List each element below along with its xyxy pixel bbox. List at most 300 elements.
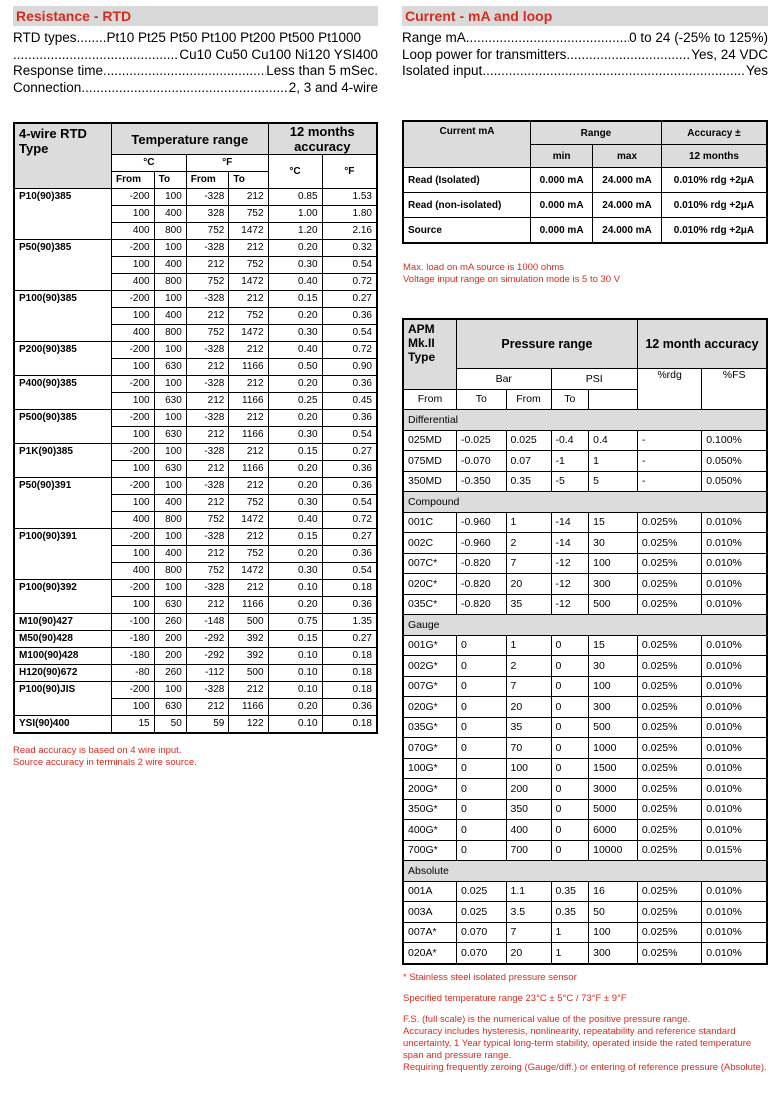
- table-cell: 800: [154, 223, 186, 240]
- table-cell: 100: [154, 189, 186, 206]
- group-label: Differential: [403, 410, 767, 431]
- table-cell: 1: [551, 922, 589, 943]
- table-cell: -328: [186, 291, 229, 308]
- col-header-to: To: [551, 389, 589, 410]
- table-cell: -0.350: [457, 471, 507, 492]
- table-row: [403, 193, 767, 218]
- col-header-fs: %FS: [702, 369, 767, 410]
- table-row: [403, 717, 767, 738]
- table-cell: 0.025%: [637, 738, 701, 759]
- table-cell: 630: [154, 427, 186, 444]
- table-cell: 752: [229, 546, 268, 563]
- table-cell: 0.27: [322, 291, 377, 308]
- table-row: [14, 444, 377, 461]
- table-cell: 1: [551, 943, 589, 964]
- table-row: [14, 410, 377, 427]
- model-cell: 020G*: [403, 697, 457, 718]
- table-cell: 400: [112, 563, 155, 580]
- table-cell: -292: [186, 631, 229, 648]
- spec-row: [13, 80, 378, 97]
- row-label: Source: [403, 218, 531, 244]
- table-cell: 0.30: [268, 257, 322, 274]
- table-row: [403, 656, 767, 677]
- spec-label: Connection: [13, 79, 82, 95]
- table-cell: 212: [186, 461, 229, 478]
- spec-row: [402, 47, 768, 64]
- table-cell: 0: [551, 758, 589, 779]
- table-cell: 0.54: [322, 325, 377, 342]
- spec-value: 2, 3 and 4-wire: [288, 79, 378, 95]
- table-cell: -200: [112, 478, 155, 495]
- spec-label: Response time: [13, 63, 104, 78]
- table-cell: -0.960: [457, 512, 507, 533]
- table-cell: -328: [186, 342, 229, 359]
- group-row: [403, 410, 767, 431]
- spec-value: 0 to 24 (-25% to 125%): [629, 30, 768, 45]
- table-cell: 1166: [229, 427, 268, 444]
- table-cell: 0.20: [268, 240, 322, 257]
- group-label: Gauge: [403, 615, 767, 636]
- model-cell: 700G*: [403, 840, 457, 861]
- table-row: [403, 922, 767, 943]
- table-cell: -328: [186, 682, 229, 699]
- table-cell: 630: [154, 597, 186, 614]
- model-cell: 002G*: [403, 656, 457, 677]
- rtd-notes: [13, 745, 378, 769]
- table-cell: 0.35: [551, 902, 589, 923]
- table-cell: 1: [589, 451, 638, 472]
- table-cell: 212: [229, 580, 268, 597]
- spec-value: Yes, 24 VDC: [691, 46, 768, 62]
- rtd-spec-section: [13, 6, 378, 96]
- table-cell: 0: [551, 656, 589, 677]
- table-row: [403, 779, 767, 800]
- table-cell: 0: [457, 676, 507, 697]
- model-cell: 001G*: [403, 635, 457, 656]
- table-cell: 0.025%: [637, 922, 701, 943]
- table-cell: -0.820: [457, 594, 507, 615]
- table-cell: 30: [589, 533, 638, 554]
- table-row: [14, 189, 377, 206]
- model-cell: 035C*: [403, 594, 457, 615]
- table-cell: 100: [112, 597, 155, 614]
- table-cell: -328: [186, 529, 229, 546]
- table-cell: 200: [506, 779, 551, 800]
- spec-value: Yes: [745, 63, 768, 78]
- table-cell: 0.010%: [702, 533, 767, 554]
- table-cell: 1472: [229, 223, 268, 240]
- col-header-type: 4-wire RTD Type: [14, 123, 112, 189]
- table-cell: -14: [551, 533, 589, 554]
- table-cell: 16: [589, 881, 638, 902]
- col-header-temp-range: Temperature range: [112, 123, 269, 155]
- table-cell: 1472: [229, 512, 268, 529]
- table-row: [403, 902, 767, 923]
- spec-value: Less than 5 mSec.: [266, 63, 378, 78]
- col-header-min: min: [531, 145, 593, 168]
- rtd-type: P100(90)385: [14, 291, 112, 342]
- table-cell: 0.010%: [702, 820, 767, 841]
- table-cell: 100: [112, 461, 155, 478]
- table-cell: 0: [551, 738, 589, 759]
- table-cell: 100: [112, 427, 155, 444]
- table-row: [403, 820, 767, 841]
- table-cell: 0.10: [268, 580, 322, 597]
- table-cell: 0.30: [268, 325, 322, 342]
- table-cell: 0.025%: [637, 594, 701, 615]
- col-header-from: From: [403, 389, 457, 410]
- table-cell: 20: [506, 574, 551, 595]
- col-header-to: To: [229, 172, 268, 189]
- table-cell: -0.820: [457, 574, 507, 595]
- table-row: [403, 840, 767, 861]
- col-header-acc-fahrenheit: °F: [322, 155, 377, 189]
- table-cell: 35: [506, 594, 551, 615]
- table-cell: -200: [112, 444, 155, 461]
- table-cell: 0.54: [322, 427, 377, 444]
- spec-value: Pt10 Pt25 Pt50 Pt100 Pt200 Pt500 Pt1000: [106, 30, 361, 45]
- col-header-from: From: [186, 172, 229, 189]
- table-cell: 100: [154, 580, 186, 597]
- table-cell: 5000: [589, 799, 638, 820]
- table-cell: 0.20: [268, 461, 322, 478]
- model-cell: 002C: [403, 533, 457, 554]
- table-cell: 0.30: [268, 427, 322, 444]
- table-cell: 752: [229, 495, 268, 512]
- model-cell: 200G*: [403, 779, 457, 800]
- table-cell: -12: [551, 594, 589, 615]
- table-cell: 0.025%: [637, 943, 701, 964]
- table-cell: 1.00: [268, 206, 322, 223]
- spec-row: [402, 63, 768, 80]
- table-cell: 0: [457, 840, 507, 861]
- rtd-type: P100(90)JIS: [14, 682, 112, 716]
- table-row: [403, 218, 767, 244]
- spec-label: Isolated input: [402, 63, 483, 78]
- table-cell: -0.025: [457, 430, 507, 451]
- table-cell: -: [637, 430, 701, 451]
- table-cell: 400: [112, 223, 155, 240]
- table-cell: -200: [112, 580, 155, 597]
- table-cell: 0.010%: [702, 799, 767, 820]
- table-cell: 100: [112, 257, 155, 274]
- table-cell: 1500: [589, 758, 638, 779]
- table-cell: 800: [154, 512, 186, 529]
- table-row: [403, 635, 767, 656]
- table-cell: 0.010%: [702, 676, 767, 697]
- rtd-type: P10(90)385: [14, 189, 112, 240]
- table-cell: 1.80: [322, 206, 377, 223]
- table-cell: 0.27: [322, 529, 377, 546]
- table-cell: 2: [506, 533, 551, 554]
- table-cell: 0.45: [322, 393, 377, 410]
- table-cell: 0: [457, 758, 507, 779]
- table-cell: 700: [506, 840, 551, 861]
- table-cell: -12: [551, 574, 589, 595]
- table-cell: 1166: [229, 461, 268, 478]
- table-cell: 100: [154, 478, 186, 495]
- table-cell: 100: [154, 376, 186, 393]
- model-cell: 400G*: [403, 820, 457, 841]
- table-cell: 0.025%: [637, 635, 701, 656]
- table-cell: 400: [154, 257, 186, 274]
- table-cell: 0.35: [551, 881, 589, 902]
- table-cell: -0.070: [457, 451, 507, 472]
- table-cell: 7: [506, 553, 551, 574]
- table-cell: 630: [154, 359, 186, 376]
- table-cell: 1472: [229, 325, 268, 342]
- table-cell: -112: [186, 665, 229, 682]
- table-cell: 500: [229, 665, 268, 682]
- table-cell: 0.75: [268, 614, 322, 631]
- table-row: [14, 342, 377, 359]
- table-cell: 212: [229, 682, 268, 699]
- table-cell: -328: [186, 410, 229, 427]
- spec-label: Range mA: [402, 30, 466, 45]
- table-cell: 1166: [229, 597, 268, 614]
- table-cell: 0.010%: [702, 553, 767, 574]
- ma-section-title: Current - mA and loop: [402, 6, 768, 26]
- table-cell: 0.015%: [702, 840, 767, 861]
- table-cell: 0.025%: [637, 553, 701, 574]
- col-header-from: From: [112, 172, 155, 189]
- table-cell: 0.025%: [637, 574, 701, 595]
- table-row: [403, 553, 767, 574]
- table-cell: 752: [229, 206, 268, 223]
- table-cell: 350: [506, 799, 551, 820]
- table-cell: 1166: [229, 359, 268, 376]
- table-cell: 0: [551, 840, 589, 861]
- table-cell: 212: [229, 376, 268, 393]
- rtd-type: P100(90)391: [14, 529, 112, 580]
- table-cell: 328: [186, 206, 229, 223]
- table-cell: -: [637, 471, 701, 492]
- table-cell: -328: [186, 240, 229, 257]
- group-label: Compound: [403, 492, 767, 513]
- table-row: [403, 533, 767, 554]
- table-cell: 100: [589, 553, 638, 574]
- rtd-section-title: Resistance - RTD: [13, 6, 378, 26]
- table-cell: 400: [154, 308, 186, 325]
- table-cell: 400: [154, 546, 186, 563]
- table-cell: 0.72: [322, 274, 377, 291]
- col-header-to: To: [457, 389, 507, 410]
- table-cell: -5: [551, 471, 589, 492]
- table-cell: 0.27: [322, 444, 377, 461]
- table-row: [403, 758, 767, 779]
- col-header-fahrenheit: °F: [186, 155, 268, 172]
- table-cell: 100: [589, 922, 638, 943]
- cell-max: 24.000 mA: [593, 218, 662, 244]
- table-cell: 0.25: [268, 393, 322, 410]
- table-cell: 0.90: [322, 359, 377, 376]
- table-cell: 200: [154, 631, 186, 648]
- table-cell: 0.27: [322, 631, 377, 648]
- table-cell: 50: [154, 716, 186, 734]
- model-cell: 001C: [403, 512, 457, 533]
- accuracy-note: Accuracy includes hysteresis, nonlinearity, repeatability and reference standard uncertainty, 1 Year typical long-term stability, operated inside the rated temperature span and pressure range.: [403, 1026, 752, 1061]
- table-cell: -0.960: [457, 533, 507, 554]
- table-row: [403, 676, 767, 697]
- table-cell: 0.20: [268, 597, 322, 614]
- rtd-table-body: [14, 189, 377, 734]
- table-row: [14, 716, 377, 734]
- pressure-table-body: [403, 410, 767, 964]
- table-cell: 0: [457, 779, 507, 800]
- table-cell: 1472: [229, 274, 268, 291]
- table-cell: 0.050%: [702, 451, 767, 472]
- table-row: [14, 478, 377, 495]
- table-cell: 0.18: [322, 580, 377, 597]
- col-header-pressure-range: Pressure range: [457, 319, 638, 369]
- table-cell: 0.010%: [702, 635, 767, 656]
- table-cell: 1.1: [506, 881, 551, 902]
- table-cell: -328: [186, 478, 229, 495]
- table-cell: 0.010%: [702, 943, 767, 964]
- col-header-accuracy: 12 months accuracy: [268, 123, 377, 155]
- table-cell: 752: [186, 512, 229, 529]
- model-cell: 035G*: [403, 717, 457, 738]
- table-cell: -100: [112, 614, 155, 631]
- table-cell: 20: [506, 943, 551, 964]
- table-cell: 0: [457, 635, 507, 656]
- table-cell: 392: [229, 631, 268, 648]
- table-cell: 0.54: [322, 563, 377, 580]
- group-label: Absolute: [403, 861, 767, 882]
- table-row: [14, 614, 377, 631]
- table-row: [14, 240, 377, 257]
- cell-min: 0.000 mA: [531, 168, 593, 193]
- table-cell: 0: [551, 717, 589, 738]
- table-cell: 100: [112, 206, 155, 223]
- table-cell: 300: [589, 943, 638, 964]
- table-cell: 7: [506, 922, 551, 943]
- table-cell: -328: [186, 580, 229, 597]
- table-row: [14, 648, 377, 665]
- cell-max: 24.000 mA: [593, 193, 662, 218]
- table-cell: -80: [112, 665, 155, 682]
- table-cell: 20: [506, 697, 551, 718]
- table-cell: 0.36: [322, 478, 377, 495]
- table-row: [14, 682, 377, 699]
- table-cell: 0.10: [268, 648, 322, 665]
- table-cell: 500: [589, 717, 638, 738]
- model-cell: 020C*: [403, 574, 457, 595]
- table-cell: 0.025%: [637, 820, 701, 841]
- table-cell: 260: [154, 665, 186, 682]
- table-cell: 212: [229, 342, 268, 359]
- table-cell: 800: [154, 563, 186, 580]
- table-cell: 752: [229, 257, 268, 274]
- table-cell: 0.36: [322, 461, 377, 478]
- rtd-type: P50(90)385: [14, 240, 112, 291]
- table-cell: 0.30: [268, 495, 322, 512]
- table-cell: 100: [506, 758, 551, 779]
- table-cell: 0.010%: [702, 902, 767, 923]
- col-header-range: Range: [531, 121, 662, 145]
- table-row: [403, 512, 767, 533]
- table-cell: 100: [112, 308, 155, 325]
- cell-min: 0.000 mA: [531, 218, 593, 244]
- table-cell: 0.07: [506, 451, 551, 472]
- table-cell: 0.010%: [702, 922, 767, 943]
- table-cell: 0.20: [268, 410, 322, 427]
- table-cell: 400: [154, 206, 186, 223]
- rtd-type: P500(90)385: [14, 410, 112, 444]
- spec-label: Loop power for transmitters: [402, 46, 567, 62]
- model-cell: 350MD: [403, 471, 457, 492]
- table-cell: 0.36: [322, 597, 377, 614]
- table-cell: 212: [229, 240, 268, 257]
- table-cell: 0.010%: [702, 594, 767, 615]
- col-header-accuracy: 12 month accuracy: [637, 319, 767, 369]
- table-cell: 100: [154, 529, 186, 546]
- table-cell: 212: [229, 478, 268, 495]
- zeroing-note: Requiring frequently zeroing (Gauge/diff.) or entering of reference pressure (Absolute).: [403, 1062, 767, 1073]
- table-cell: 0.010%: [702, 656, 767, 677]
- model-cell: 025MD: [403, 430, 457, 451]
- table-cell: 0.10: [268, 716, 322, 734]
- table-cell: 3000: [589, 779, 638, 800]
- table-cell: 0: [457, 820, 507, 841]
- table-cell: -180: [112, 648, 155, 665]
- table-cell: 0.40: [268, 512, 322, 529]
- stainless-note: * Stainless steel isolated pressure sensor: [403, 972, 577, 983]
- cell-accuracy: 0.010% rdg +2μA: [661, 168, 767, 193]
- table-cell: 500: [229, 614, 268, 631]
- spec-row: [13, 63, 378, 80]
- cell-accuracy: 0.010% rdg +2μA: [661, 218, 767, 244]
- table-cell: -328: [186, 376, 229, 393]
- col-header-celsius: °C: [112, 155, 187, 172]
- table-cell: 1472: [229, 563, 268, 580]
- model-cell: 070G*: [403, 738, 457, 759]
- table-row: [403, 738, 767, 759]
- table-cell: -180: [112, 631, 155, 648]
- table-cell: 100: [154, 291, 186, 308]
- table-cell: 0.025%: [637, 533, 701, 554]
- table-cell: 212: [186, 699, 229, 716]
- table-cell: 0.025: [457, 902, 507, 923]
- spec-row: [402, 30, 768, 47]
- table-cell: 400: [112, 274, 155, 291]
- pressure-accuracy-table: [402, 318, 768, 965]
- model-cell: 350G*: [403, 799, 457, 820]
- table-cell: -1: [551, 451, 589, 472]
- table-cell: 0.36: [322, 699, 377, 716]
- table-cell: 0.72: [322, 512, 377, 529]
- rtd-note: Source accuracy in terminals 2 wire source.: [13, 757, 197, 768]
- table-cell: -12: [551, 553, 589, 574]
- table-cell: 0.18: [322, 665, 377, 682]
- temperature-note: Specified temperature range 23°C ± 5°C / 73°F ± 9°F: [403, 993, 627, 1004]
- table-cell: 0.40: [268, 274, 322, 291]
- table-cell: 0.010%: [702, 574, 767, 595]
- table-cell: 400: [112, 512, 155, 529]
- table-cell: 30: [589, 656, 638, 677]
- current-notes: [403, 262, 769, 286]
- table-cell: 7: [506, 676, 551, 697]
- table-cell: 0.36: [322, 410, 377, 427]
- table-cell: 100: [154, 682, 186, 699]
- rtd-type: P50(90)391: [14, 478, 112, 529]
- table-cell: 212: [186, 495, 229, 512]
- table-cell: 500: [589, 594, 638, 615]
- table-row: [14, 580, 377, 597]
- table-cell: 752: [186, 325, 229, 342]
- table-cell: 400: [112, 325, 155, 342]
- table-cell: 15: [589, 635, 638, 656]
